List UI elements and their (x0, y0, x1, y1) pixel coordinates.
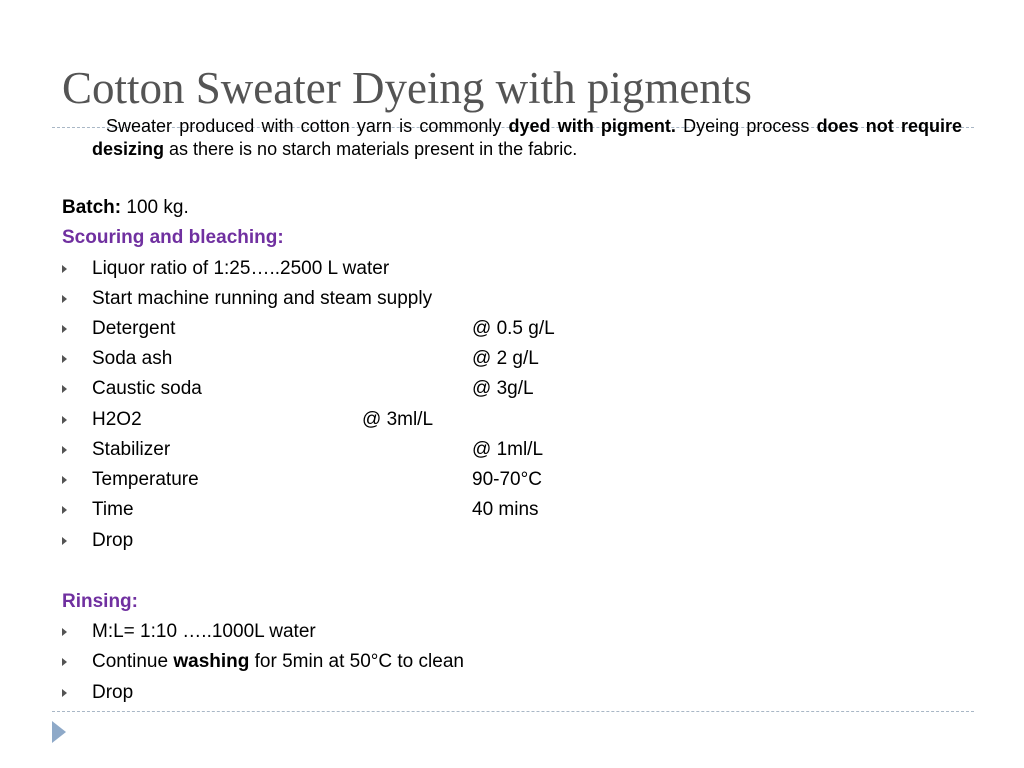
bullet-arrow-icon (62, 689, 67, 697)
item-label: Liquor ratio of 1:25…..2500 L water (92, 258, 390, 279)
intro-paragraph (92, 115, 962, 161)
footer-divider (52, 711, 974, 712)
batch-value: 100 kg. (121, 197, 189, 218)
item-label: Drop (92, 682, 134, 703)
item-label: Start machine running and steam supply (92, 288, 433, 309)
item-text: for 5min at 50°C to clean (249, 651, 464, 672)
item-value: @ 3ml/L (362, 409, 434, 430)
intro-bold-2: does not require desizing (92, 116, 962, 159)
bullet-arrow-icon (62, 295, 67, 303)
item-label: Temperature (92, 469, 199, 490)
bullet-arrow-icon (62, 446, 67, 454)
bullet-arrow-icon (62, 416, 67, 424)
bullet-arrow-icon (62, 265, 67, 273)
batch-line (62, 197, 189, 219)
item-value: @ 2 g/L (472, 348, 539, 369)
rinsing-heading: Rinsing: (62, 591, 138, 612)
bullet-arrow-icon (62, 658, 67, 666)
intro-bold-1: dyed with pigment. (508, 116, 676, 136)
bullet-arrow-icon (62, 325, 67, 333)
item-label: Soda ash (92, 348, 173, 369)
item-value: 90-70°C (472, 469, 542, 490)
bullet-arrow-icon (62, 385, 67, 393)
bullet-arrow-icon (62, 476, 67, 484)
item-value: @ 3g/L (472, 378, 534, 399)
item-value: @ 1ml/L (472, 439, 544, 460)
item-bold: washing (173, 651, 250, 672)
bullet-arrow-icon (62, 506, 67, 514)
item-label (92, 651, 464, 673)
scouring-heading: Scouring and bleaching: (62, 227, 284, 248)
item-label: Stabilizer (92, 439, 171, 460)
batch-label: Batch: (62, 197, 122, 218)
intro-text-2: Dyeing process (675, 116, 817, 136)
bullet-arrow-icon (62, 628, 67, 636)
item-label: Drop (92, 530, 134, 551)
item-label: Time (92, 499, 134, 520)
bullet-arrow-icon (62, 537, 67, 545)
play-arrow-icon (52, 721, 66, 743)
intro-text-1: Sweater produced with cotton yarn is commonly (106, 116, 509, 136)
bullet-arrow-icon (62, 355, 67, 363)
intro-text-3: as there is no starch materials present in the fabric. (164, 139, 578, 159)
slide-title: Cotton Sweater Dyeing with pigments (62, 63, 752, 113)
item-value: @ 0.5 g/L (472, 318, 555, 339)
item-label: Detergent (92, 318, 176, 339)
item-label: H2O2 (92, 409, 142, 430)
item-label: Caustic soda (92, 378, 202, 399)
item-label: M:L= 1:10 …..1000L water (92, 621, 316, 642)
item-text: Continue (92, 651, 174, 672)
item-value: 40 mins (472, 499, 539, 520)
